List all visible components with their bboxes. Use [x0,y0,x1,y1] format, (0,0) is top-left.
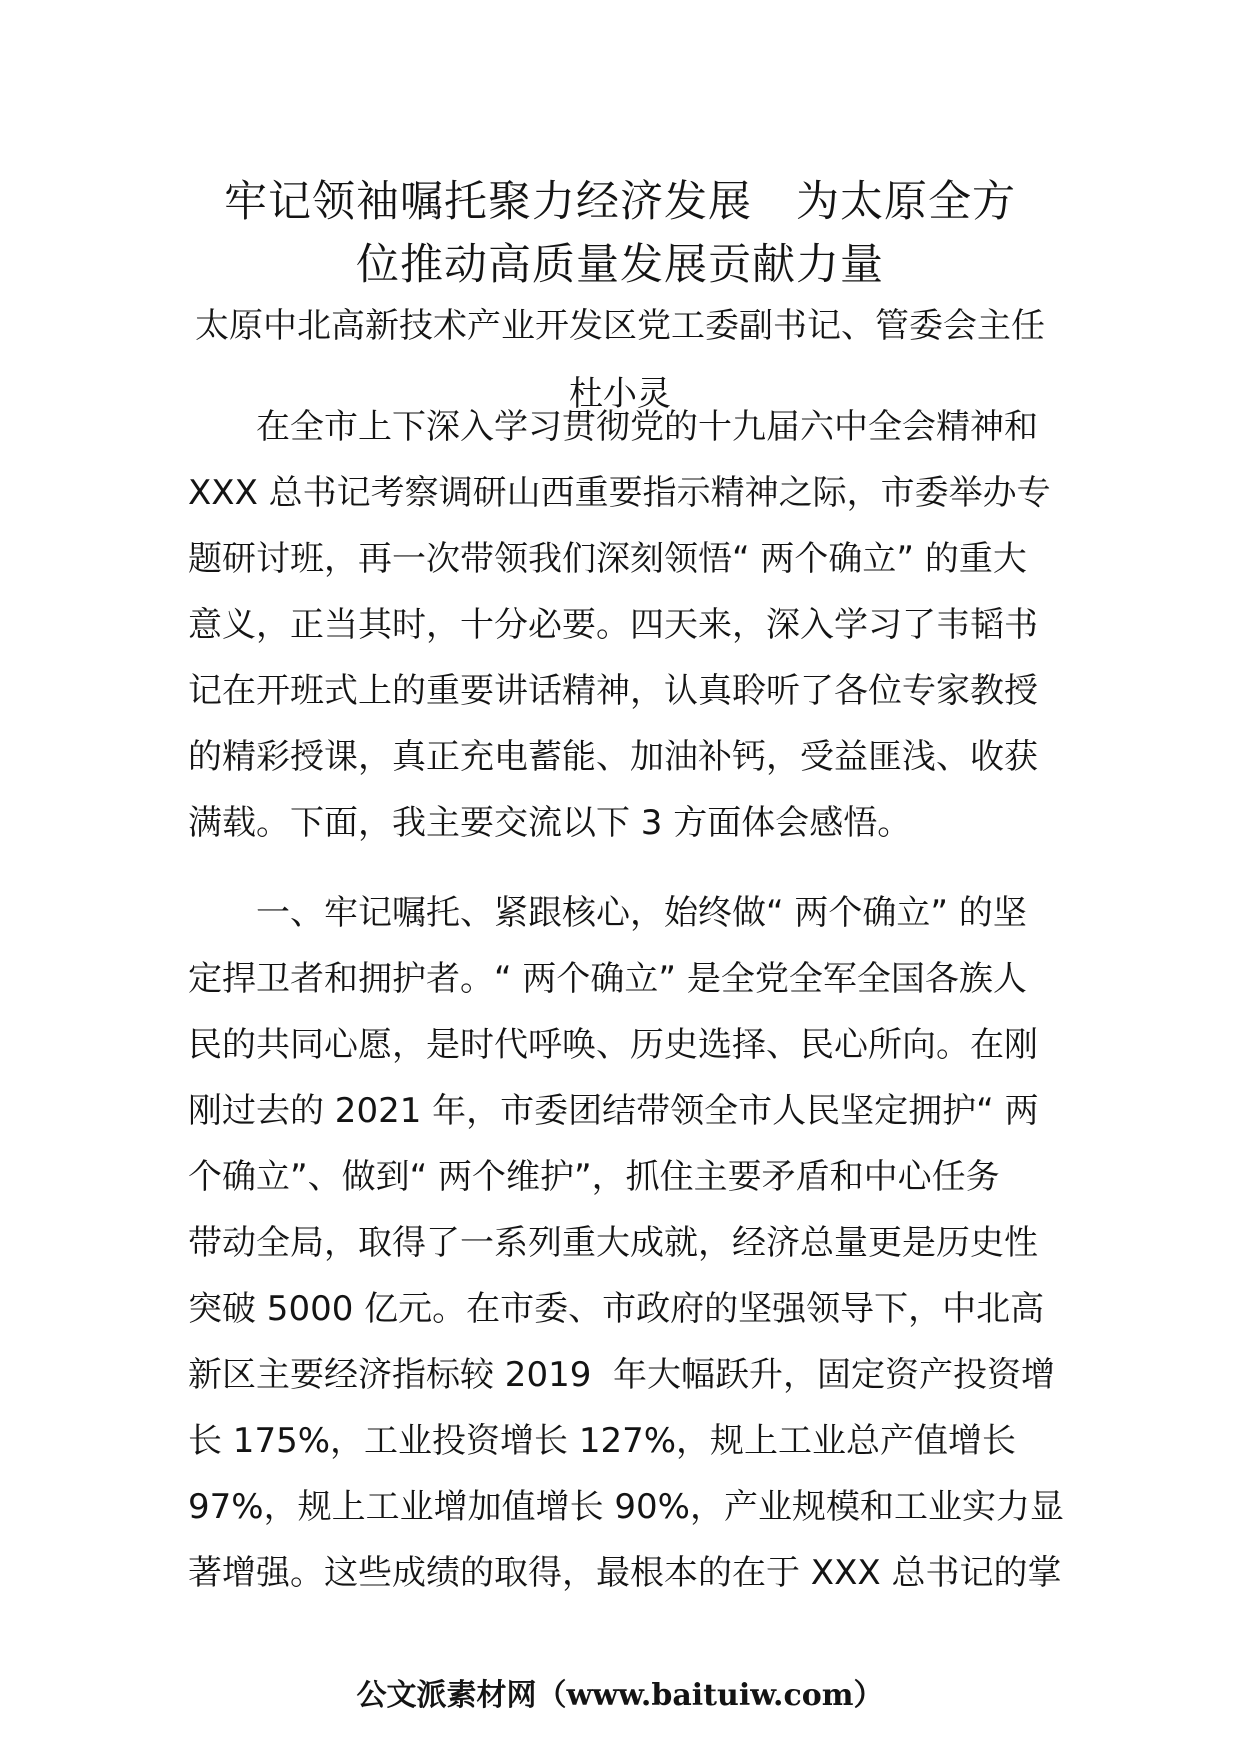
body-line: 长 175%，工业投资增长 127%，规上工业总产值增长 [188,1421,1017,1461]
body-line: 民的共同心愿，是时代呼唤、历史选择、民心所向。在刚 [188,1025,1038,1065]
footer-watermark: 公文派素材网（www.baituiw.com） [356,1678,884,1713]
body-line: 97%，规上工业增加值增长 90%，产业规模和工业实力显 [188,1487,1064,1527]
body-line: 新区主要经济指标较 2019 年大幅跃升，固定资产投资增 [188,1355,1055,1395]
author-name: 杜小灵 [569,374,671,414]
document-title-line-1: 牢记领袖嘱托聚力经济发展 为太原全方 [224,177,1016,227]
body-line: 在全市上下深入学习贯彻党的十九届六中全会精神和 [188,407,1038,447]
body-line: 突破 5000 亿元。在市委、市政府的坚强领导下，中北高 [188,1289,1045,1329]
body-line: 著增强。这些成绩的取得，最根本的在于 XXX 总书记的掌 [188,1553,1062,1593]
body-line: 个确立”、做到“ 两个维护”，抓住主要矛盾和中心任务 [188,1157,1000,1197]
document-title-line-2: 位推动高质量发展贡献力量 [356,240,884,290]
body-line: XXX 总书记考察调研山西重要指示精神之际，市委举办专 [188,473,1051,513]
author-position: 太原中北高新技术产业开发区党工委副书记、管委会主任 [195,306,1045,346]
body-line: 带动全局，取得了一系列重大成就，经济总量更是历史性 [188,1223,1038,1263]
body-line: 意义，正当其时，十分必要。四天来，深入学习了韦韬书 [188,605,1038,645]
body-line: 刚过去的 2021 年，市委团结带领全市人民坚定拥护“ 两 [188,1091,1039,1131]
body-line: 一、牢记嘱托、紧跟核心，始终做“ 两个确立” 的坚 [188,893,1027,933]
body-line: 定捍卫者和拥护者。“ 两个确立” 是全党全军全国各族人 [188,959,1027,999]
body-line: 满载。下面，我主要交流以下 3 方面体会感悟。 [188,803,912,843]
body-line: 的精彩授课，真正充电蓄能、加油补钙，受益匪浅、收获 [188,737,1038,777]
body-line: 记在开班式上的重要讲话精神，认真聆听了各位专家教授 [188,671,1038,711]
body-line: 题研讨班，再一次带领我们深刻领悟“ 两个确立” 的重大 [188,539,1027,579]
